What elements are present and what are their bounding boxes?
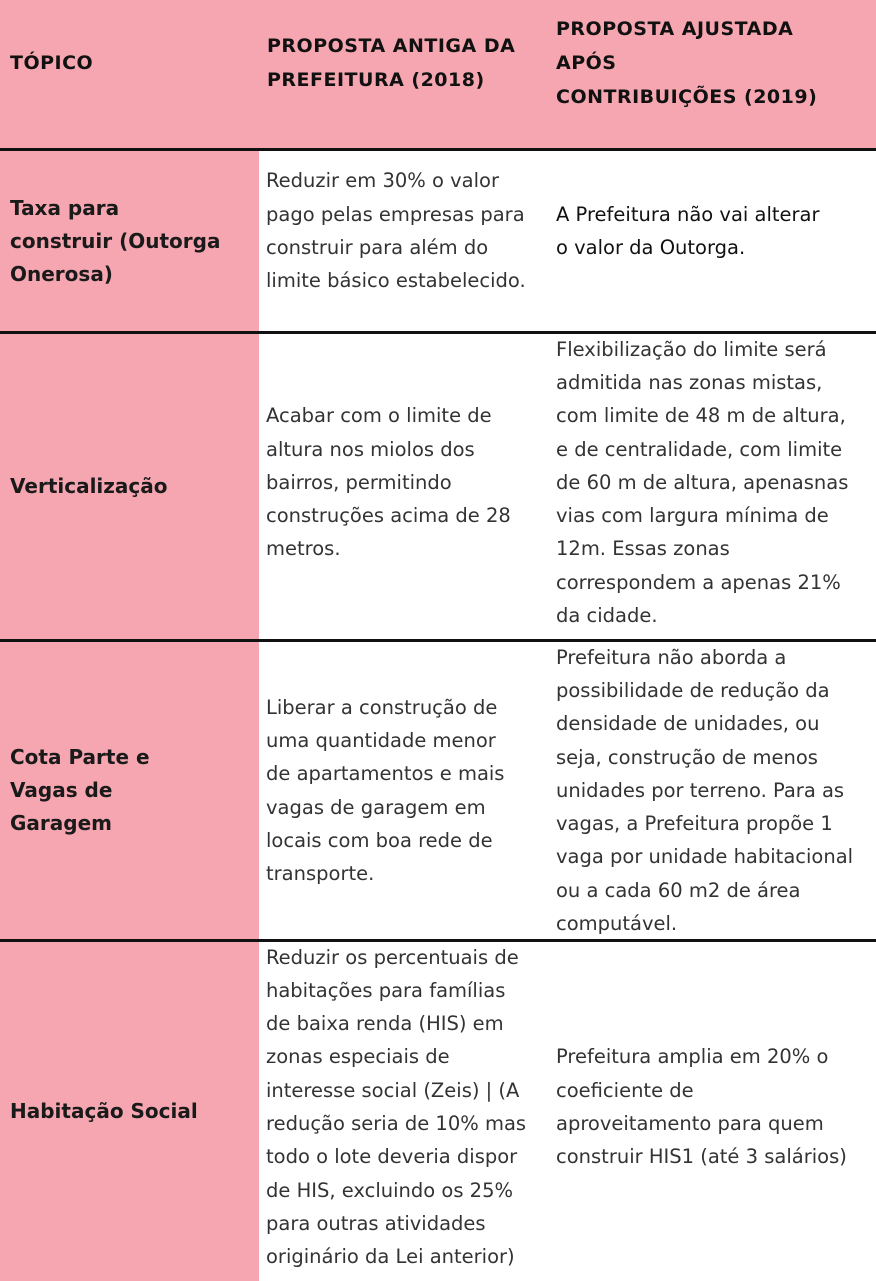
table-row-topic: Taxa para construir (Outorga Onerosa)	[0, 151, 259, 331]
table-row-new-proposal: A Prefeitura não vai alterar o valor da Outorga.	[556, 202, 820, 259]
table-row-new-proposal: Prefeitura amplia em 20% o coeficiente de aproveitamento para quem construir HIS1 (até 3 salários)	[556, 1045, 847, 1169]
header-topic: TÓPICO	[10, 51, 94, 74]
header-new-proposal: PROPOSTA AJUSTADA APÓS CONTRIBUIÇÕES (2019)	[556, 17, 818, 108]
table-row-topic: Cota Parte e Vagas de Garagem	[0, 642, 259, 939]
table-row-new-proposal: Flexibilização do limite será admitida nas zonas mistas, com limite de 48 m de altura, e de centralidade, com limite de 60 m de altura, apenasnas vias com largura mínima de 12m. Essas zonas correspondem a apenas 21% da cidade.	[556, 337, 849, 628]
table-row-topic: Verticalização	[0, 334, 259, 639]
table-row-topic: Habitação Social	[0, 942, 259, 1281]
header-old-proposal: PROPOSTA ANTIGA DA PREFEITURA (2018)	[267, 34, 516, 91]
table-row-old-proposal: Liberar a construção de uma quantidade menor de apartamentos e mais vagas de garagem em locais com boa rede de transporte.	[266, 695, 505, 886]
table-row-old-proposal: Reduzir os percentuais de habitações para famílias de baixa renda (HIS) em zonas especiais de interesse social (Zeis) | (A redução seria de 10% mas todo o lote deveria dispor de HIS, excluindo os 25% para outras atividades originário da Lei anterior)	[266, 945, 527, 1269]
table-row-old-proposal: Acabar com o limite de altura nos miolos dos bairros, permitindo construções acima de 28 metros.	[266, 404, 511, 561]
table-row-new-proposal: Prefeitura não aborda a possibilidade de redução da densidade de unidades, ou seja, construção de menos unidades por terreno. Para as vagas, a Prefeitura propõe 1 vaga por unidade habitacional ou a cada 60 m2 de área computável.	[556, 645, 854, 936]
table-row-old-proposal: Reduzir em 30% o valor pago pelas empresas para construir para além do limite básico estabelecido.	[266, 169, 526, 293]
